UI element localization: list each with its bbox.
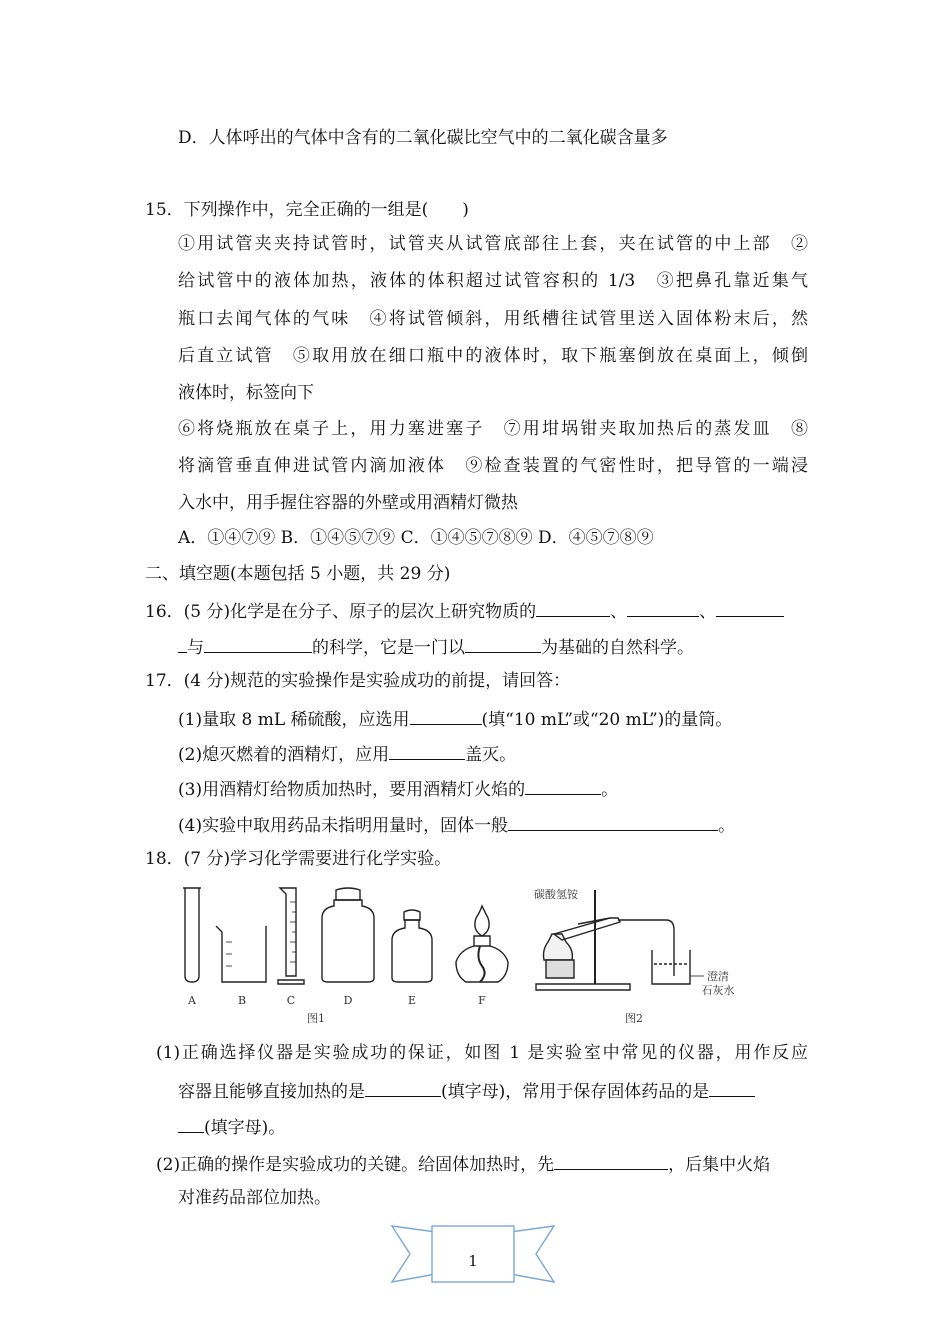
q18-blank-1[interactable] — [365, 1078, 441, 1097]
q17-p1-text-a: (1)量取 8 mL 稀硫酸，应选用 — [178, 710, 410, 730]
section-heading: 二、填空题(本题包括 5 小题，共 29 分) — [145, 564, 451, 584]
q17-part-2 — [178, 741, 516, 766]
fig1-label-a: A — [188, 994, 196, 1007]
q16-text-a: 16．(5 分)化学是在分子、原子的层次上研究物质的 — [145, 602, 537, 622]
page-number: 1 — [468, 1252, 478, 1270]
q18-stem: 18．(7 分)学习化学需要进行化学实验。 — [145, 849, 452, 869]
q17-blank-4[interactable] — [508, 812, 718, 831]
q15-choices: A．①④⑦⑨ B．①④⑤⑦⑨ C．①④⑤⑦⑧⑨ D．④⑤⑦⑧⑨ — [178, 528, 654, 548]
q18-p2-text-a: (2)正确的操作是实验成功的关键。给固体加热时，先 — [156, 1155, 555, 1175]
q16-blank-3-cont[interactable] — [178, 634, 187, 653]
q18-blank-2-cont[interactable] — [178, 1114, 204, 1133]
q15-line-7: 将滴管垂直伸进试管内滴加液体 ⑨检查装置的气密性时，把导管的一端浸 — [178, 456, 808, 476]
fig1-label-e: E — [407, 994, 417, 1007]
q15-line-3: 瓶口去闻气体的气味 ④将试管倾斜，用纸槽往试管里送入固体粉末后，然 — [178, 309, 808, 329]
q16-blank-3[interactable] — [716, 598, 784, 617]
q18-part-2-line-1 — [156, 1151, 770, 1176]
fig1-caption: 图1 — [307, 1012, 325, 1025]
fig1-label-c: C — [286, 994, 296, 1007]
q16-blank-4[interactable] — [204, 634, 312, 653]
q17-p2-text-b: 盖灭。 — [465, 745, 517, 765]
beaker-icon — [216, 926, 266, 982]
q16-sep-1: 、 — [610, 602, 628, 622]
q18-blank-3[interactable] — [554, 1151, 668, 1170]
q18-part-1-line-3 — [178, 1114, 285, 1139]
q17-blank-3[interactable] — [525, 776, 601, 795]
q18-part-1-line-1: (1)正确选择仪器是实验成功的保证，如图 1 是实验室中常见的仪器，用作反应 — [156, 1043, 808, 1063]
q18-part-1-line-2 — [178, 1078, 755, 1103]
q17-part-1 — [178, 706, 732, 731]
q15-line-1: ①用试管夹夹持试管时，试管夹从试管底部往上套，夹在试管的中上部 ② — [178, 234, 808, 254]
q17-p3-text-a: (3)用酒精灯给物质加热时，要用酒精灯火焰的 — [178, 780, 526, 800]
q17-part-4 — [178, 812, 735, 837]
q16-blank-1[interactable] — [536, 598, 610, 617]
q17-blank-2[interactable] — [389, 741, 465, 760]
test-tube-icon — [183, 888, 201, 982]
narrow-mouth-bottle-icon — [392, 910, 432, 982]
q15-line-8: 入水中，用手握住容器的外壁或用酒精灯微热 — [178, 493, 518, 513]
q18-figures — [170, 880, 770, 1028]
fig2-caption: 图2 — [625, 1012, 643, 1025]
q17-p1-text-b: (填“10 mL”或“20 mL”)的量筒。 — [481, 710, 733, 730]
q16-line-1 — [145, 598, 784, 623]
graduated-cylinder-icon — [278, 888, 304, 984]
q16-line-2 — [178, 634, 694, 659]
q17-stem: 17．(4 分)规范的实验操作是实验成功的前提，请回答： — [145, 671, 571, 691]
q16-blank-5[interactable] — [465, 634, 541, 653]
q15-line-5: 液体时，标签向下 — [178, 383, 314, 403]
fig1-label-f: F — [478, 994, 486, 1007]
q17-p4-text-b: 。 — [718, 816, 736, 836]
q16-text-d: 为基础的自然科学。 — [541, 638, 694, 658]
q15-stem: 15．下列操作中，完全正确的一组是( ) — [145, 200, 469, 220]
q18-p1-text-c: (填字母)。 — [204, 1118, 286, 1138]
wide-mouth-bottle-icon — [322, 888, 374, 982]
fig2-reagent-label: 碳酸氢铵 — [534, 888, 578, 901]
q16-text-b: 与 — [187, 638, 204, 658]
q17-part-3 — [178, 776, 618, 801]
q17-p2-text-a: (2)熄灭燃着的酒精灯，应用 — [178, 745, 390, 765]
q15-line-6: ⑥将烧瓶放在桌子上，用力塞进塞子 ⑦用坩埚钳夹取加热后的蒸发皿 ⑧ — [178, 419, 808, 439]
q18-part-2-line-2: 对准药品部位加热。 — [178, 1188, 331, 1208]
q16-text-c: 的科学，它是一门以 — [312, 638, 465, 658]
page-number-ribbon — [388, 1218, 558, 1288]
q16-sep-2: 、 — [699, 602, 717, 622]
q17-p3-text-b: 。 — [601, 780, 619, 800]
q18-p2-text-b: ，后集中火焰 — [668, 1155, 771, 1175]
q15-line-2: 给试管中的液体加热，液体的体积超过试管容积的 1/3 ③把鼻孔靠近集气 — [178, 271, 808, 291]
q15-line-4: 后直立试管 ⑤取用放在细口瓶中的液体时，取下瓶塞倒放在桌面上，倾倒 — [178, 346, 808, 366]
q14-option-d: D．人体呼出的气体中含有的二氧化碳比空气中的二氧化碳含量多 — [178, 128, 668, 148]
q16-blank-2[interactable] — [627, 598, 699, 617]
q18-blank-2[interactable] — [709, 1078, 755, 1097]
q17-p4-text-a: (4)实验中取用药品未指明用量时，固体一般 — [178, 816, 509, 836]
alcohol-lamp-icon — [456, 906, 508, 982]
fig2-liquid-label-1: 澄清 — [707, 970, 729, 983]
fig2-liquid-label-2: 石灰水 — [701, 984, 735, 997]
fig1-label-b: B — [237, 994, 247, 1007]
q18-p1-text-a: 容器且能够直接加热的是 — [178, 1082, 365, 1102]
q17-blank-1[interactable] — [410, 706, 482, 725]
fig1-label-d: D — [343, 994, 353, 1007]
heating-apparatus-icon — [536, 890, 704, 990]
q18-p1-text-b: (填字母)，常用于保存固体药品的是 — [441, 1082, 710, 1102]
